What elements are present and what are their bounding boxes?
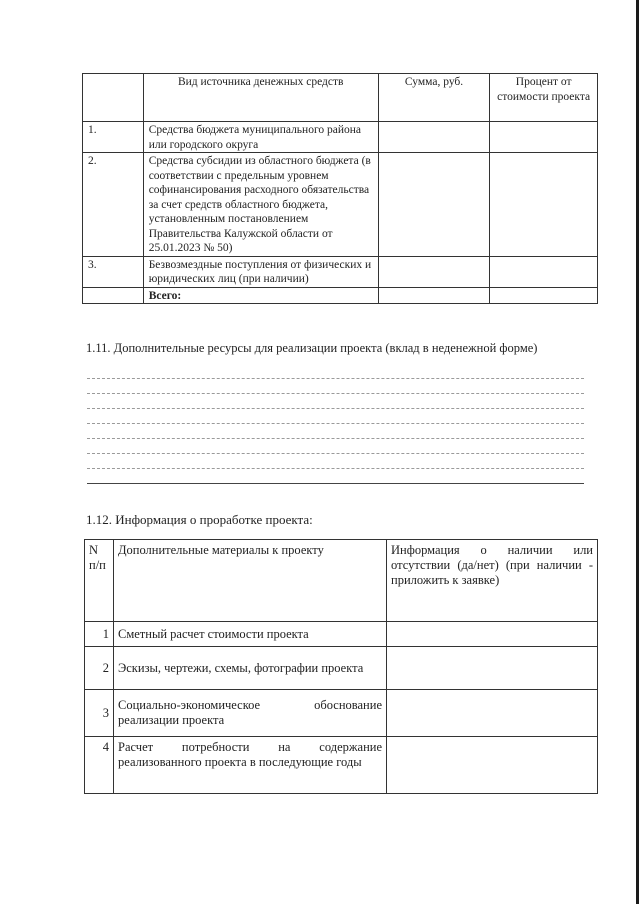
total-label: Всего:: [143, 287, 378, 304]
fill-in-line[interactable]: [87, 423, 584, 424]
header-info: Информация о наличии или отсутствии (да/нет) (при наличии - приложить к заявке): [387, 540, 598, 622]
section-1-12-heading: 1.12. Информация о проработке проекта:: [86, 512, 313, 527]
row-percent: [490, 256, 598, 287]
project-materials-table: [84, 539, 598, 794]
header-percent: Процент от стоимости проекта: [490, 74, 598, 122]
fill-in-line[interactable]: [87, 438, 584, 439]
row-source: Средства бюджета муниципального района или городского округа: [143, 122, 378, 153]
funding-sources-table: [82, 73, 598, 304]
header-num: [83, 74, 144, 122]
row-percent: [490, 153, 598, 257]
row-num: 1: [85, 622, 114, 647]
table-header-row: [85, 540, 598, 622]
row-source: Безвозмездные поступления от физических и юридических лиц (при наличии): [143, 256, 378, 287]
row-info[interactable]: [387, 690, 598, 737]
fill-in-line[interactable]: [87, 453, 584, 454]
row-percent: [490, 122, 598, 153]
fill-in-line[interactable]: [87, 378, 584, 379]
row-num: 3.: [83, 256, 144, 287]
row-sum: [378, 256, 490, 287]
row-info[interactable]: [387, 647, 598, 690]
header-material: Дополнительные материалы к проекту: [114, 540, 387, 622]
total-num: [83, 287, 144, 304]
header-sum: Сумма, руб.: [378, 74, 490, 122]
row-sum: [378, 153, 490, 257]
row-material: Сметный расчет стоимости проекта: [114, 622, 387, 647]
fill-in-line[interactable]: [87, 483, 584, 484]
total-sum: [378, 287, 490, 304]
table-header-row: [83, 74, 598, 122]
table-row: [85, 622, 598, 647]
row-num: 2: [85, 647, 114, 690]
table-row: [83, 122, 598, 153]
header-num: N п/п: [85, 540, 114, 622]
fill-in-line[interactable]: [87, 468, 584, 469]
total-row: [83, 287, 598, 304]
fill-in-line[interactable]: [87, 408, 584, 409]
table-row: [85, 647, 598, 690]
row-material: Расчет потребности на содержание реализованного проекта в последующие годы: [114, 737, 387, 794]
total-percent: [490, 287, 598, 304]
row-num: 1.: [83, 122, 144, 153]
row-info[interactable]: [387, 737, 598, 794]
row-info[interactable]: [387, 622, 598, 647]
row-num: 2.: [83, 153, 144, 257]
header-source: Вид источника денежных средств: [143, 74, 378, 122]
row-num: 3: [85, 690, 114, 737]
table-row: [83, 153, 598, 257]
row-num: 4: [85, 737, 114, 794]
fill-in-line[interactable]: [87, 393, 584, 394]
section-1-11-heading: 1.11. Дополнительные ресурсы для реализации проекта (вклад в неденежной форме): [86, 341, 538, 355]
table-row: [85, 690, 598, 737]
table-row: [85, 737, 598, 794]
row-material: Социально-экономическое обоснование реализации проекта: [114, 690, 387, 737]
row-material: Эскизы, чертежи, схемы, фотографии проекта: [114, 647, 387, 690]
table-row: [83, 256, 598, 287]
row-sum: [378, 122, 490, 153]
row-source: Средства субсидии из областного бюджета (в соответствии с предельным уровнем софинансирования расходного обязательства за счет средств областного бюджета, установленным постановлением Правительства Калужской области от 25.01.2023 № 50): [143, 153, 378, 257]
